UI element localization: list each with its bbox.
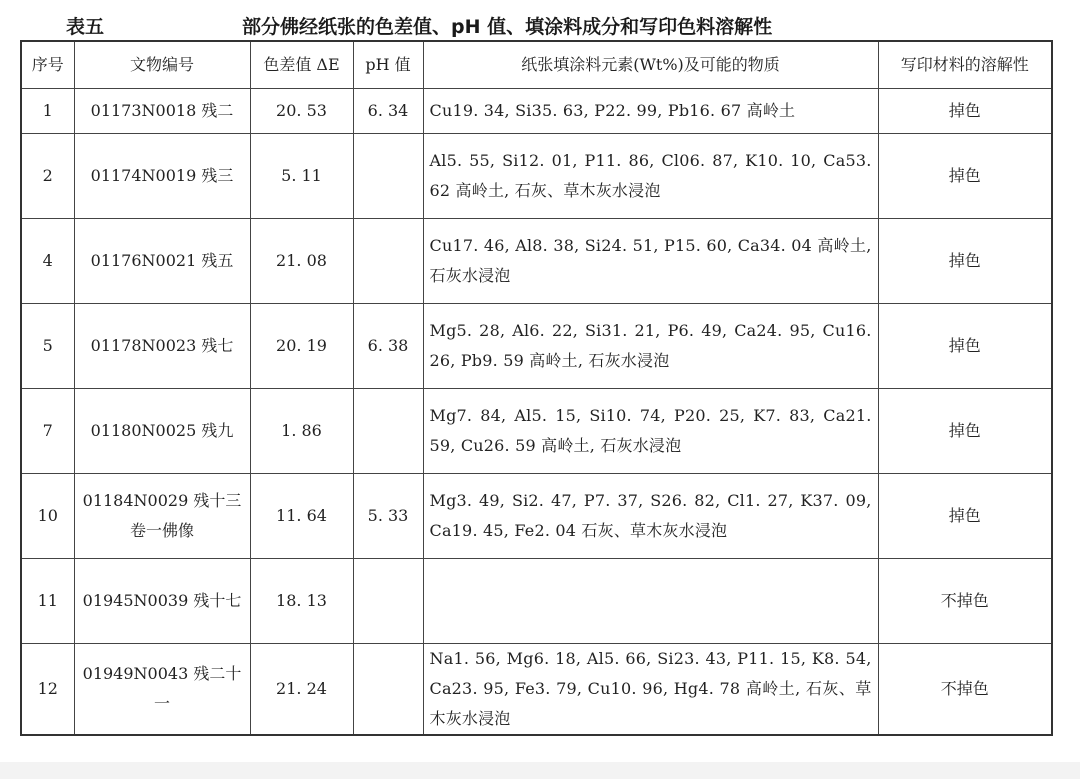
table-title: 部分佛经纸张的色差值、pH 值、填涂料成分和写印色料溶解性 <box>242 16 773 38</box>
cell-artifact-id: 01945N0039 残十七 <box>74 559 250 644</box>
header-index: 序号 <box>21 41 74 89</box>
cell-artifact-id: 01180N0025 残九 <box>74 389 250 474</box>
data-table <box>20 40 1053 736</box>
cell-color-difference: 11. 64 <box>250 474 353 559</box>
cell-artifact-id: 01174N0019 残三 <box>74 134 250 219</box>
cell-ph <box>353 389 423 474</box>
cell-index: 4 <box>21 219 74 304</box>
cell-index: 1 <box>21 89 74 134</box>
cell-filler-elements: Mg5. 28, Al6. 22, Si31. 21, P6. 49, Ca24. 95, Cu16. 26, Pb9. 59 高岭土, 石灰水浸泡 <box>423 304 878 389</box>
table-row <box>21 219 1052 304</box>
cell-solubility: 掉色 <box>878 134 1052 219</box>
cell-index: 12 <box>21 644 74 736</box>
cell-artifact-id: 01178N0023 残七 <box>74 304 250 389</box>
header-ph: pH 值 <box>353 41 423 89</box>
cell-ph: 5. 33 <box>353 474 423 559</box>
cell-color-difference: 20. 53 <box>250 89 353 134</box>
cell-index: 10 <box>21 474 74 559</box>
table-row <box>21 644 1052 736</box>
cell-artifact-id: 01949N0043 残二十一 <box>74 644 250 736</box>
cell-solubility: 掉色 <box>878 304 1052 389</box>
header-artifact-id: 文物编号 <box>74 41 250 89</box>
cell-filler-elements: Na1. 56, Mg6. 18, Al5. 66, Si23. 43, P11. 15, K8. 54, Ca23. 95, Fe3. 79, Cu10. 96, Hg4. 78 高岭土, 石灰、草木灰水浸泡 <box>423 644 878 736</box>
cell-solubility: 不掉色 <box>878 644 1052 736</box>
table-row <box>21 559 1052 644</box>
table-row <box>21 304 1052 389</box>
cell-filler-elements: Cu19. 34, Si35. 63, P22. 99, Pb16. 67 高岭土 <box>423 89 878 134</box>
page-bottom-strip <box>0 762 1080 779</box>
cell-solubility: 掉色 <box>878 389 1052 474</box>
cell-index: 11 <box>21 559 74 644</box>
cell-color-difference: 21. 08 <box>250 219 353 304</box>
cell-filler-elements: Mg7. 84, Al5. 15, Si10. 74, P20. 25, K7. 83, Ca21. 59, Cu26. 59 高岭土, 石灰水浸泡 <box>423 389 878 474</box>
cell-artifact-id: 01176N0021 残五 <box>74 219 250 304</box>
cell-ph: 6. 34 <box>353 89 423 134</box>
cell-color-difference: 5. 11 <box>250 134 353 219</box>
table-row <box>21 89 1052 134</box>
cell-ph <box>353 219 423 304</box>
cell-artifact-id: 01184N0029 残十三卷一佛像 <box>74 474 250 559</box>
cell-color-difference: 21. 24 <box>250 644 353 736</box>
header-solubility: 写印材料的溶解性 <box>878 41 1052 89</box>
header-color-difference: 色差值 ΔE <box>250 41 353 89</box>
cell-ph <box>353 644 423 736</box>
cell-index: 5 <box>21 304 74 389</box>
cell-artifact-id: 01173N0018 残二 <box>74 89 250 134</box>
table-label: 表五 <box>66 16 105 38</box>
header-filler-elements: 纸张填涂料元素(Wt%)及可能的物质 <box>423 41 878 89</box>
cell-index: 7 <box>21 389 74 474</box>
cell-ph <box>353 134 423 219</box>
cell-index: 2 <box>21 134 74 219</box>
table-row <box>21 389 1052 474</box>
cell-solubility: 掉色 <box>878 474 1052 559</box>
cell-color-difference: 1. 86 <box>250 389 353 474</box>
cell-solubility: 掉色 <box>878 219 1052 304</box>
cell-color-difference: 20. 19 <box>250 304 353 389</box>
table-row <box>21 134 1052 219</box>
table-header-row <box>21 41 1052 89</box>
cell-filler-elements: Cu17. 46, Al8. 38, Si24. 51, P15. 60, Ca34. 04 高岭土, 石灰水浸泡 <box>423 219 878 304</box>
cell-filler-elements: Mg3. 49, Si2. 47, P7. 37, S26. 82, Cl1. 27, K37. 09, Ca19. 45, Fe2. 04 石灰、草木灰水浸泡 <box>423 474 878 559</box>
table-row <box>21 474 1052 559</box>
table-caption <box>60 10 1050 38</box>
cell-filler-elements <box>423 559 878 644</box>
cell-ph <box>353 559 423 644</box>
cell-ph: 6. 38 <box>353 304 423 389</box>
cell-color-difference: 18. 13 <box>250 559 353 644</box>
cell-solubility: 不掉色 <box>878 559 1052 644</box>
cell-solubility: 掉色 <box>878 89 1052 134</box>
cell-filler-elements: Al5. 55, Si12. 01, P11. 86, Cl06. 87, K10. 10, Ca53. 62 高岭土, 石灰、草木灰水浸泡 <box>423 134 878 219</box>
